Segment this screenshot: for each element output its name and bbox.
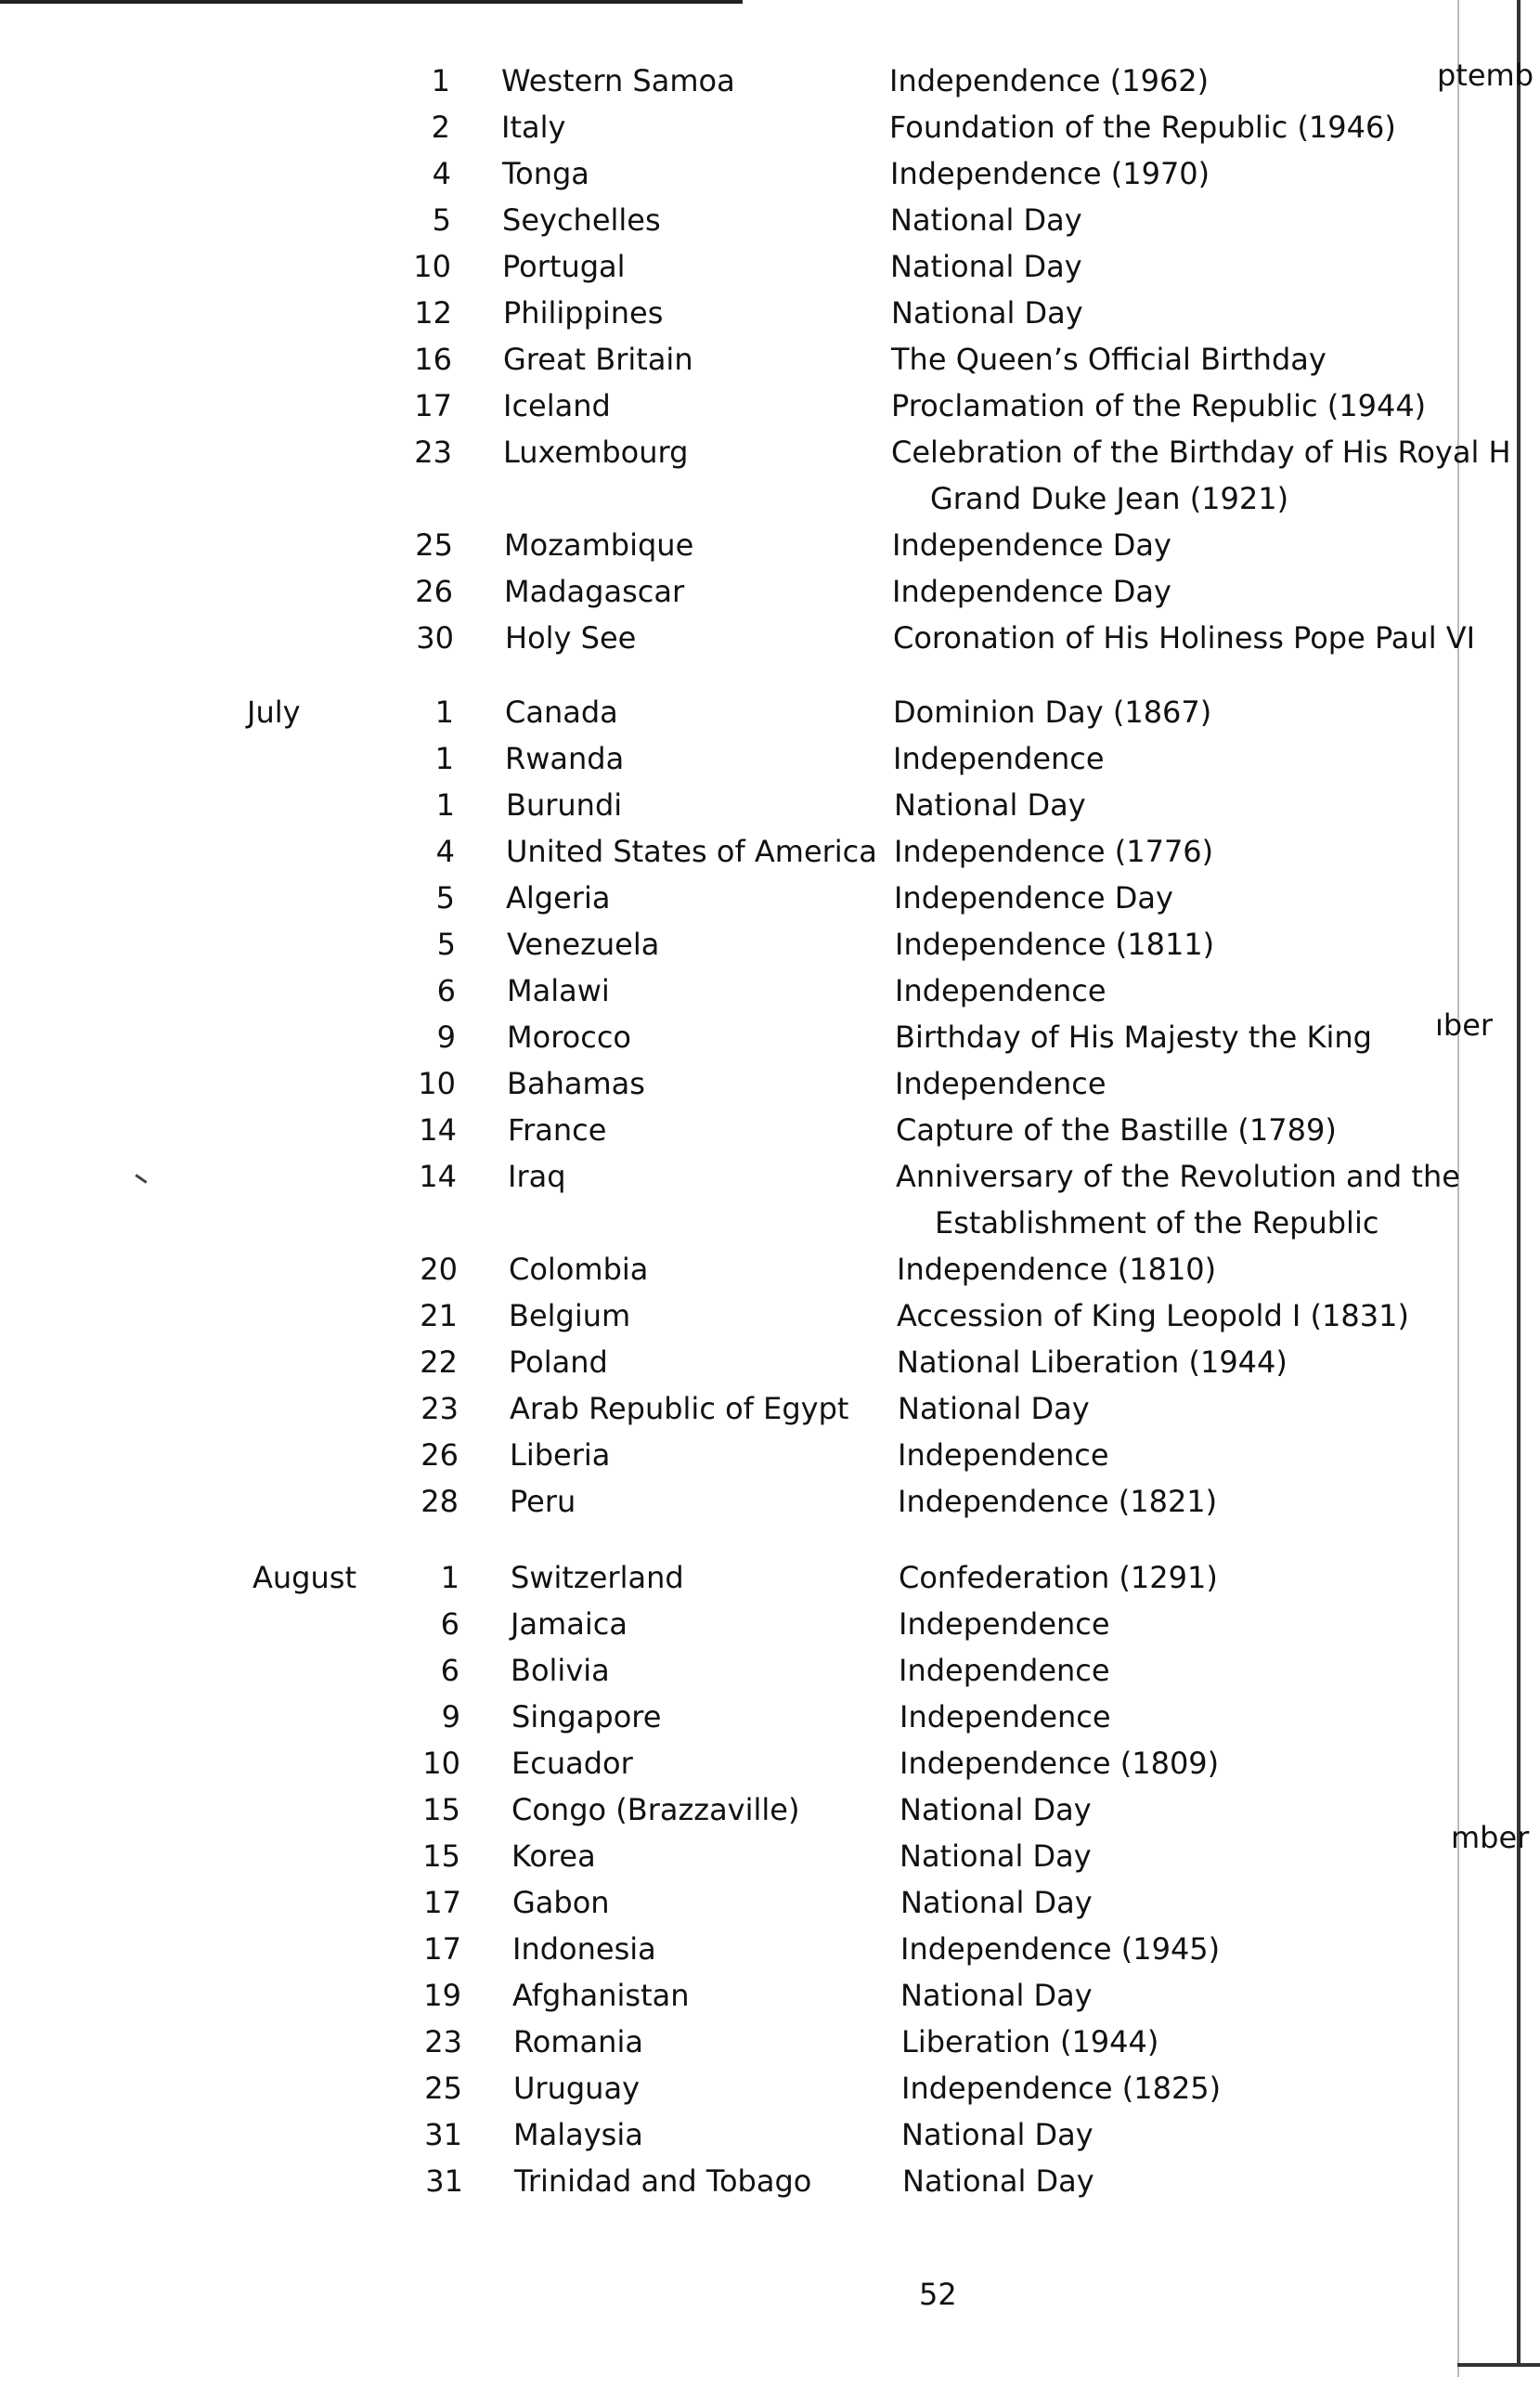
day-number: 21 xyxy=(420,1298,458,1333)
event-description: Independence xyxy=(899,1653,1110,1688)
day-number: 1 xyxy=(440,1560,459,1595)
month-label: July xyxy=(247,695,301,730)
country-name: Gabon xyxy=(512,1885,610,1920)
event-description: National Day xyxy=(900,1885,1093,1920)
event-description: Independence (1821) xyxy=(898,1484,1218,1519)
day-number: 22 xyxy=(420,1344,458,1380)
day-number: 6 xyxy=(436,973,456,1008)
day-number: 17 xyxy=(423,1931,461,1967)
day-number: 4 xyxy=(435,834,455,869)
event-description: Independence (1810) xyxy=(897,1252,1217,1287)
event-description: National Day xyxy=(891,295,1083,331)
country-name: Switzerland xyxy=(511,1560,684,1595)
day-number: 5 xyxy=(436,927,456,962)
table-row xyxy=(12,2117,1460,2163)
day-number: 6 xyxy=(440,1653,459,1688)
day-number: 1 xyxy=(435,787,455,823)
event-description: Dominion Day (1867) xyxy=(893,695,1212,730)
country-name: Korea xyxy=(511,1838,596,1874)
event-description: National Day xyxy=(898,1391,1090,1426)
country-name: Malaysia xyxy=(513,2117,643,2152)
day-number: 10 xyxy=(413,249,451,284)
country-name: Canada xyxy=(505,695,618,730)
day-number: 1 xyxy=(434,695,454,730)
country-name: Burundi xyxy=(506,787,623,823)
country-name: Colombia xyxy=(509,1252,649,1287)
event-description: The Queen’s Official Birthday xyxy=(891,342,1326,377)
country-name: United States of America xyxy=(506,834,877,869)
day-number: 10 xyxy=(422,1746,460,1781)
country-name: Bahamas xyxy=(507,1066,645,1101)
table-row xyxy=(12,2071,1460,2117)
table-row xyxy=(10,1699,1458,1746)
country-name: Portugal xyxy=(502,249,626,284)
bottom-edge-rule xyxy=(1457,2363,1540,2367)
table-row xyxy=(7,1298,1456,1344)
page-number: 52 xyxy=(919,2277,957,2312)
day-number: 1 xyxy=(431,63,450,98)
day-number: 9 xyxy=(441,1699,460,1734)
country-name: Indonesia xyxy=(512,1931,656,1967)
event-description: Accession of King Leopold I (1831) xyxy=(897,1298,1409,1333)
table-row xyxy=(3,574,1451,620)
table-row xyxy=(4,620,1476,667)
country-name: Congo (Brazzaville) xyxy=(511,1792,800,1827)
event-description: Independence xyxy=(895,973,1106,1008)
day-number: 23 xyxy=(421,1391,459,1426)
day-number: 14 xyxy=(419,1159,457,1194)
country-name: Iceland xyxy=(503,388,611,423)
table-row xyxy=(0,110,1448,156)
event-description: National Day xyxy=(890,249,1082,284)
edge-fragment-2: ıber xyxy=(1435,1007,1494,1043)
table-row xyxy=(5,787,1453,834)
day-number: 15 xyxy=(422,1838,460,1874)
event-description: Independence (1809) xyxy=(899,1746,1220,1781)
country-name: Seychelles xyxy=(502,202,661,238)
table-row xyxy=(7,1252,1456,1298)
event-description: Birthday of His Majesty the King xyxy=(895,1020,1372,1055)
month-label: August xyxy=(252,1560,356,1595)
day-number: 5 xyxy=(435,880,455,916)
day-number: 4 xyxy=(432,156,451,191)
event-description: National Day xyxy=(894,787,1086,823)
day-number: 31 xyxy=(425,2163,463,2199)
event-description: Independence (1811) xyxy=(895,927,1215,962)
day-number: 12 xyxy=(414,295,452,331)
table-row xyxy=(7,1344,1456,1391)
table-row xyxy=(5,834,1453,880)
event-description: Celebration of the Birthday of His Royal H xyxy=(891,435,1511,470)
page-edge-rule xyxy=(1517,0,1521,2363)
day-number: 14 xyxy=(419,1112,457,1148)
country-name: Venezuela xyxy=(507,927,660,962)
event-description: National Liberation (1944) xyxy=(897,1344,1288,1380)
table-row xyxy=(8,1437,1456,1484)
event-description: Independence xyxy=(899,1699,1111,1734)
table-row xyxy=(6,1159,1460,1240)
country-name: Peru xyxy=(510,1484,576,1519)
day-number: 10 xyxy=(418,1066,456,1101)
table-row xyxy=(1,156,1449,202)
table-row xyxy=(9,1560,1457,1606)
day-number: 5 xyxy=(432,202,451,238)
table-row xyxy=(10,1746,1458,1792)
country-name: Rwanda xyxy=(505,741,625,776)
country-name: Liberia xyxy=(510,1437,611,1473)
event-description: Independence xyxy=(893,741,1105,776)
day-number: 19 xyxy=(423,1978,461,2013)
day-number: 28 xyxy=(421,1484,459,1519)
event-description: National Day xyxy=(890,202,1082,238)
table-row xyxy=(4,695,1452,741)
table-row xyxy=(2,435,1511,516)
table-row xyxy=(6,927,1454,973)
table-row xyxy=(11,1885,1459,1931)
table-row xyxy=(8,1391,1456,1437)
country-name: Morocco xyxy=(507,1020,631,1055)
table-row xyxy=(0,63,1448,110)
table-row xyxy=(2,388,1450,435)
table-row xyxy=(1,249,1449,295)
country-name: Trinidad and Tobago xyxy=(514,2163,812,2199)
day-number: 9 xyxy=(436,1020,456,1055)
country-name: Singapore xyxy=(511,1699,662,1734)
country-name: Luxembourg xyxy=(503,435,689,470)
country-name: Algeria xyxy=(506,880,611,916)
table-row xyxy=(6,1020,1454,1066)
day-number: 1 xyxy=(434,741,454,776)
day-number: 25 xyxy=(424,2071,462,2106)
event-description: Proclamation of the Republic (1944) xyxy=(891,388,1427,423)
event-description: Independence xyxy=(895,1066,1106,1101)
table-row xyxy=(4,741,1452,787)
event-description: Independence Day xyxy=(892,527,1171,563)
event-description: Independence Day xyxy=(894,880,1173,916)
day-number: 25 xyxy=(415,527,453,563)
table-row xyxy=(3,527,1451,574)
event-description: National Day xyxy=(900,1978,1093,2013)
event-description: Coronation of His Holiness Pope Paul VI xyxy=(893,620,1476,656)
country-name: Bolivia xyxy=(511,1653,610,1688)
day-number: 26 xyxy=(421,1437,459,1473)
table-row xyxy=(9,1653,1457,1699)
country-name: Holy See xyxy=(505,620,637,656)
country-name: Madagascar xyxy=(504,574,685,609)
country-name: Ecuador xyxy=(511,1746,633,1781)
table-row xyxy=(5,880,1453,927)
country-name: Malawi xyxy=(507,973,610,1008)
event-description: Independence Day xyxy=(892,574,1171,609)
table-row xyxy=(6,1066,1454,1112)
country-name: Italy xyxy=(501,110,566,145)
country-name: Iraq xyxy=(508,1159,566,1194)
event-description-continued: Establishment of the Republic xyxy=(935,1205,1379,1240)
country-name: Arab Republic of Egypt xyxy=(510,1391,849,1426)
day-number: 23 xyxy=(414,435,452,470)
event-description: Foundation of the Republic (1946) xyxy=(889,110,1396,145)
country-name: Philippines xyxy=(503,295,664,331)
event-description: Independence (1825) xyxy=(901,2071,1222,2106)
day-number: 2 xyxy=(431,110,450,145)
country-name: Belgium xyxy=(509,1298,631,1333)
day-number: 31 xyxy=(424,2117,462,2152)
event-description: Independence xyxy=(898,1437,1109,1473)
event-description: National Day xyxy=(899,1792,1092,1827)
country-name: Romania xyxy=(513,2024,643,2059)
day-number: 15 xyxy=(422,1792,460,1827)
table-row xyxy=(2,295,1450,342)
table-row xyxy=(10,1838,1458,1885)
day-number: 23 xyxy=(424,2024,462,2059)
table-row xyxy=(10,1792,1458,1838)
table-row xyxy=(6,1112,1455,1159)
country-name: Uruguay xyxy=(513,2071,640,2106)
top-rule xyxy=(0,0,743,4)
day-number: 16 xyxy=(414,342,452,377)
event-description: Independence (1945) xyxy=(900,1931,1221,1967)
country-name: Afghanistan xyxy=(512,1978,690,2013)
table-row xyxy=(8,1484,1456,1530)
event-description: Independence xyxy=(899,1606,1110,1642)
country-name: Poland xyxy=(509,1344,608,1380)
event-description: Independence (1962) xyxy=(889,63,1210,98)
day-number: 17 xyxy=(423,1885,461,1920)
table-row xyxy=(9,1606,1457,1653)
event-description: Capture of the Bastille (1789) xyxy=(896,1112,1337,1148)
table-row xyxy=(1,202,1449,249)
day-number: 30 xyxy=(416,620,454,656)
country-name: Jamaica xyxy=(511,1606,628,1642)
country-name: France xyxy=(508,1112,607,1148)
day-number: 17 xyxy=(414,388,452,423)
day-number: 26 xyxy=(415,574,453,609)
event-description-continued: Grand Duke Jean (1921) xyxy=(930,481,1289,516)
day-number: 6 xyxy=(440,1606,459,1642)
edge-fragment-1: ptemb xyxy=(1437,58,1534,93)
country-name: Tonga xyxy=(502,156,589,191)
table-row xyxy=(11,1978,1459,2024)
table-row xyxy=(6,973,1454,1020)
country-name: Western Samoa xyxy=(501,63,735,98)
table-row xyxy=(12,2024,1460,2071)
event-description: Independence (1776) xyxy=(894,834,1214,869)
table-row xyxy=(13,2163,1461,2210)
event-description: National Day xyxy=(902,2163,1094,2199)
country-name: Great Britain xyxy=(503,342,693,377)
event-description: National Day xyxy=(901,2117,1094,2152)
table-row xyxy=(2,342,1450,388)
table-row xyxy=(11,1931,1459,1978)
event-description: Liberation (1944) xyxy=(901,2024,1159,2059)
event-description: Independence (1970) xyxy=(890,156,1210,191)
event-description: Confederation (1291) xyxy=(899,1560,1218,1595)
edge-fragment-3: mber xyxy=(1451,1820,1530,1855)
country-name: Mozambique xyxy=(504,527,694,563)
day-number: 20 xyxy=(420,1252,458,1287)
event-description: Anniversary of the Revolution and the xyxy=(896,1159,1460,1194)
event-description: National Day xyxy=(899,1838,1092,1874)
